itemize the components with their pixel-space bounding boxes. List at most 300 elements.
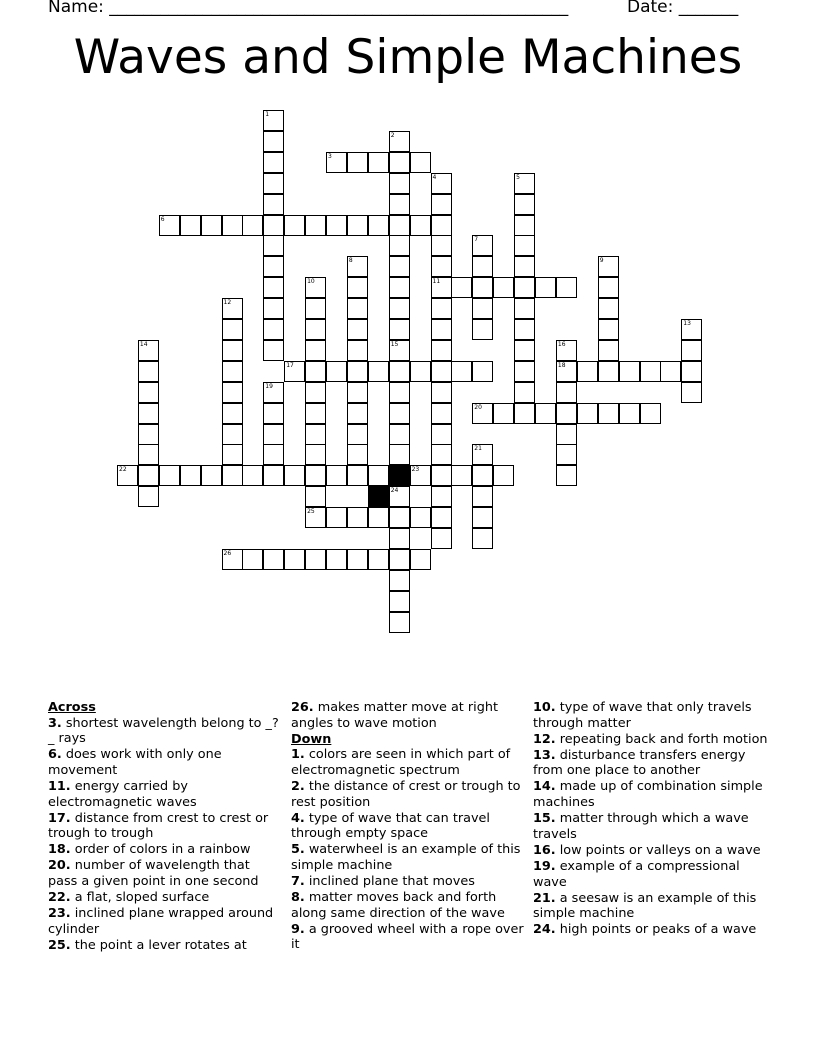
- clue-text: does work with only one movement: [48, 747, 222, 778]
- grid-cell[interactable]: [389, 424, 410, 445]
- across-clue: [48, 747, 283, 778]
- grid-cell[interactable]: [577, 403, 598, 424]
- grid-cell[interactable]: [472, 298, 493, 319]
- grid-cell[interactable]: [347, 256, 368, 277]
- clue-number: 24: [390, 487, 399, 495]
- grid-cell[interactable]: [472, 465, 493, 486]
- grid-cell[interactable]: [242, 215, 263, 236]
- grid-cell[interactable]: [493, 465, 514, 486]
- grid-cell[interactable]: [326, 361, 347, 382]
- grid-cell[interactable]: [347, 549, 368, 570]
- grid-cell[interactable]: [326, 152, 347, 173]
- grid-cell[interactable]: [556, 424, 577, 445]
- grid-cell[interactable]: [138, 340, 159, 361]
- grid-cell[interactable]: [472, 507, 493, 528]
- clue-text: makes matter move at right angles to wave motion: [291, 700, 498, 731]
- clue-text: repeating back and forth motion: [555, 731, 768, 747]
- grid-cell[interactable]: [305, 361, 326, 382]
- grid-cell[interactable]: [431, 486, 452, 507]
- grid-cell[interactable]: [431, 340, 452, 361]
- grid-cell[interactable]: [410, 465, 431, 486]
- clue-text: a seesaw is an example of this simple machine: [533, 890, 757, 922]
- clue-number: 7: [474, 236, 479, 244]
- grid-cell[interactable]: [347, 507, 368, 528]
- clue-number: 10: [307, 278, 315, 286]
- grid-cell[interactable]: [347, 444, 368, 465]
- grid-cell[interactable]: [305, 444, 326, 465]
- grid-cell[interactable]: [431, 465, 452, 486]
- grid-cell[interactable]: [222, 382, 243, 403]
- grid-cell[interactable]: [305, 215, 326, 236]
- grid-cell[interactable]: [305, 298, 326, 319]
- clue-number: 4.: [291, 810, 305, 826]
- grid-cell[interactable]: [472, 277, 493, 298]
- grid-cell[interactable]: [389, 131, 410, 152]
- down-clue: [533, 811, 773, 842]
- grid-cell[interactable]: [263, 298, 284, 319]
- grid-cell[interactable]: [410, 549, 431, 570]
- down-heading: Down: [291, 731, 332, 747]
- down-clue: [291, 779, 526, 810]
- grid-cell[interactable]: [222, 361, 243, 382]
- grid-cell[interactable]: [514, 256, 535, 277]
- grid-cell[interactable]: [347, 277, 368, 298]
- clue-number: 5: [516, 173, 520, 181]
- clue-number: 19: [265, 382, 273, 390]
- grid-cell[interactable]: [368, 507, 389, 528]
- date-blank[interactable]: _______: [678, 0, 739, 17]
- grid-cell[interactable]: [138, 361, 159, 382]
- grid-cell[interactable]: [326, 507, 347, 528]
- grid-cell[interactable]: [138, 444, 159, 465]
- clue-number: 6.: [48, 747, 62, 763]
- clue-text: matter through which a wave travels: [533, 811, 749, 842]
- down-clue: [533, 843, 773, 859]
- grid-cell[interactable]: [389, 570, 410, 591]
- grid-cell[interactable]: [389, 612, 410, 633]
- grid-cell[interactable]: [263, 465, 284, 486]
- clue-number: 20.: [48, 858, 71, 874]
- grid-cell[interactable]: [159, 465, 180, 486]
- grid-cell[interactable]: [263, 549, 284, 570]
- clue-text: the point a lever rotates at: [70, 937, 247, 953]
- grid-cell[interactable]: [389, 549, 410, 570]
- grid-cell[interactable]: [431, 215, 452, 236]
- grid-cell[interactable]: [598, 403, 619, 424]
- clue-text: disturbance transfers energy from one place to another: [533, 747, 746, 779]
- grid-cell[interactable]: [201, 465, 222, 486]
- grid-cell[interactable]: [410, 361, 431, 382]
- grid-cell[interactable]: [222, 340, 243, 361]
- grid-cell[interactable]: [389, 319, 410, 340]
- grid-cell[interactable]: [222, 403, 243, 424]
- grid-cell[interactable]: [431, 194, 452, 215]
- grid-cell[interactable]: [347, 319, 368, 340]
- clue-text: inclined plane that moves: [304, 874, 475, 890]
- grid-cell[interactable]: [556, 403, 577, 424]
- clue-number: 18: [557, 361, 566, 369]
- grid-cell[interactable]: [431, 173, 452, 194]
- grid-cell[interactable]: [514, 215, 535, 236]
- grid-cell[interactable]: [347, 340, 368, 361]
- grid-cell[interactable]: [431, 424, 452, 445]
- grid-cell[interactable]: [514, 277, 535, 298]
- grid-cell[interactable]: [681, 382, 702, 403]
- clue-number: 10.: [533, 700, 556, 715]
- across-clue: [48, 938, 283, 954]
- grid-cell[interactable]: [472, 361, 493, 382]
- grid-cell[interactable]: [431, 382, 452, 403]
- clue-text: number of wavelength that pass a given point in one second: [48, 858, 259, 890]
- grid-cell[interactable]: [389, 403, 410, 424]
- grid-cell[interactable]: [305, 277, 326, 298]
- clue-number: 19.: [533, 858, 556, 874]
- down-clue: [533, 922, 773, 938]
- clue-number: 16.: [533, 842, 556, 858]
- grid-cell[interactable]: [514, 194, 535, 215]
- grid-cell[interactable]: [138, 465, 159, 486]
- grid-cell[interactable]: [389, 507, 410, 528]
- down-clue: [291, 747, 526, 778]
- down-clue: [533, 859, 773, 890]
- grid-cell[interactable]: [389, 298, 410, 319]
- clue-text: waterwheel is an example of this simple machine: [291, 842, 521, 873]
- grid-cell[interactable]: [242, 465, 263, 486]
- across-clue: [48, 858, 283, 889]
- grid-cell[interactable]: [514, 235, 535, 256]
- grid-cell[interactable]: [201, 215, 222, 236]
- down-clue: [291, 890, 526, 921]
- down-clue: [533, 700, 773, 731]
- down-clues-list: [291, 747, 526, 953]
- grid-cell[interactable]: [138, 486, 159, 507]
- grid-cell[interactable]: [577, 361, 598, 382]
- clue-number: 6: [160, 215, 165, 223]
- grid-cell[interactable]: [431, 361, 452, 382]
- grid-cell[interactable]: [305, 319, 326, 340]
- grid-cell[interactable]: [431, 277, 452, 298]
- clue-number: 11.: [48, 778, 71, 794]
- grid-cell[interactable]: [535, 403, 556, 424]
- grid-cell[interactable]: [368, 152, 389, 173]
- clue-text: energy carried by electromagnetic waves: [48, 778, 197, 810]
- grid-cell[interactable]: [389, 194, 410, 215]
- clue-number: 5.: [291, 842, 305, 858]
- clue-number: 12.: [533, 731, 556, 747]
- grid-cell[interactable]: [640, 361, 661, 382]
- across-clue: [48, 779, 283, 810]
- clue-number: 14: [139, 340, 148, 348]
- grid-cell[interactable]: [138, 424, 159, 445]
- clue-number: 22.: [48, 890, 71, 906]
- grid-cell[interactable]: [326, 465, 347, 486]
- grid-cell[interactable]: [138, 403, 159, 424]
- across-clue: [48, 716, 283, 747]
- clue-text: matter moves back and forth along same direction of the wave: [291, 890, 505, 921]
- grid-cell[interactable]: [222, 549, 243, 570]
- grid-cell[interactable]: [242, 549, 263, 570]
- grid-cell[interactable]: [514, 361, 535, 382]
- grid-cell[interactable]: [410, 152, 431, 173]
- grid-cell[interactable]: [326, 215, 347, 236]
- grid-cell[interactable]: [514, 319, 535, 340]
- grid-cell[interactable]: [389, 277, 410, 298]
- grid-cell[interactable]: [222, 444, 243, 465]
- clue-number: 14.: [533, 779, 556, 795]
- grid-cell[interactable]: [451, 465, 472, 486]
- grid-cell[interactable]: [451, 277, 472, 298]
- across-clue: [48, 811, 283, 842]
- grid-cell[interactable]: [389, 173, 410, 194]
- grid-cell[interactable]: [284, 465, 305, 486]
- grid-cell[interactable]: [263, 319, 284, 340]
- across-heading: Across: [48, 700, 96, 715]
- clue-text: example of a compressional wave: [533, 858, 740, 890]
- clue-number: 26: [223, 549, 232, 557]
- grid-cell[interactable]: [180, 465, 201, 486]
- grid-cell[interactable]: [431, 256, 452, 277]
- grid-cell[interactable]: [556, 277, 577, 298]
- down-clue: [533, 732, 773, 748]
- grid-cell[interactable]: [619, 403, 640, 424]
- grid-cell[interactable]: [117, 465, 138, 486]
- grid-cell[interactable]: [263, 194, 284, 215]
- grid-cell[interactable]: [598, 298, 619, 319]
- grid-cell[interactable]: [493, 277, 514, 298]
- down-clue: [291, 811, 526, 842]
- clues-column-2: [291, 700, 526, 954]
- grid-cell[interactable]: [159, 215, 180, 236]
- grid-cell[interactable]: [389, 152, 410, 173]
- grid-cell[interactable]: [598, 277, 619, 298]
- clue-text: type of wave that can travel through empty space: [291, 810, 490, 842]
- across-clue: [48, 906, 283, 937]
- grid-cell[interactable]: [305, 424, 326, 445]
- clue-text: distance from crest to crest or trough to trough: [48, 810, 269, 842]
- grid-cell[interactable]: [180, 215, 201, 236]
- grid-cell[interactable]: [431, 507, 452, 528]
- grid-cell[interactable]: [389, 235, 410, 256]
- down-clue: [291, 874, 526, 890]
- grid-cell[interactable]: [472, 403, 493, 424]
- grid-cell[interactable]: [368, 215, 389, 236]
- clue-number: 11: [432, 278, 441, 286]
- grid-cell[interactable]: [347, 152, 368, 173]
- grid-cell[interactable]: [347, 382, 368, 403]
- clue-number: 3.: [48, 715, 62, 731]
- grid-cell[interactable]: [431, 444, 452, 465]
- grid-cell[interactable]: [556, 444, 577, 465]
- grid-cell[interactable]: [305, 465, 326, 486]
- across-clue: [291, 700, 526, 731]
- grid-cell[interactable]: [222, 465, 243, 486]
- across-clue: [48, 842, 283, 858]
- grid-cell[interactable]: [389, 256, 410, 277]
- grid-cell[interactable]: [431, 403, 452, 424]
- grid-cell[interactable]: [305, 340, 326, 361]
- clue-text: shortest wavelength belong to _?_ rays: [48, 715, 279, 747]
- grid-cell[interactable]: [598, 256, 619, 277]
- grid-cell[interactable]: [514, 173, 535, 194]
- grid-cell[interactable]: [263, 215, 284, 236]
- grid-cell[interactable]: [681, 319, 702, 340]
- name-blank[interactable]: ______________________________________________________: [109, 0, 569, 17]
- clue-number: 9.: [291, 921, 305, 937]
- grid-cell[interactable]: [368, 549, 389, 570]
- grid-cell[interactable]: [222, 298, 243, 319]
- clue-number: 1: [265, 111, 270, 118]
- down-clue: [533, 891, 773, 922]
- grid-cell[interactable]: [660, 361, 681, 382]
- grid-cell[interactable]: [431, 319, 452, 340]
- clue-text: high points or peaks of a wave: [555, 922, 757, 938]
- grid-cell[interactable]: [305, 403, 326, 424]
- grid-cell[interactable]: [681, 361, 702, 382]
- grid-cell[interactable]: [347, 403, 368, 424]
- clue-number: 16: [557, 340, 566, 348]
- grid-cell[interactable]: [284, 549, 305, 570]
- grid-cell[interactable]: [263, 110, 284, 131]
- grid-cell[interactable]: [472, 256, 493, 277]
- grid-cell[interactable]: [514, 298, 535, 319]
- grid-cell[interactable]: [472, 235, 493, 256]
- clue-number: 13.: [533, 747, 556, 763]
- down-clue: [533, 779, 773, 810]
- grid-cell[interactable]: [347, 215, 368, 236]
- grid-cell[interactable]: [410, 215, 431, 236]
- grid-cell[interactable]: [389, 215, 410, 236]
- grid-cell[interactable]: [431, 528, 452, 549]
- clue-number: 26.: [291, 700, 314, 715]
- clue-number: 18.: [48, 842, 71, 858]
- clue-number: 23: [411, 466, 420, 474]
- grid-cell[interactable]: [263, 444, 284, 465]
- black-square: [389, 465, 410, 486]
- grid-cell[interactable]: [305, 486, 326, 507]
- grid-cell[interactable]: [640, 403, 661, 424]
- grid-cell[interactable]: [222, 424, 243, 445]
- grid-cell[interactable]: [472, 444, 493, 465]
- grid-cell[interactable]: [389, 528, 410, 549]
- grid-cell[interactable]: [389, 486, 410, 507]
- grid-cell[interactable]: [263, 256, 284, 277]
- clue-text: made up of combination simple machines: [533, 779, 763, 811]
- grid-cell[interactable]: [389, 361, 410, 382]
- grid-cell[interactable]: [598, 361, 619, 382]
- clue-text: a grooved wheel with a rope over it: [291, 921, 524, 953]
- grid-cell[interactable]: [410, 507, 431, 528]
- grid-cell[interactable]: [347, 361, 368, 382]
- grid-cell[interactable]: [493, 403, 514, 424]
- grid-cell[interactable]: [389, 444, 410, 465]
- grid-cell[interactable]: [535, 277, 556, 298]
- clues-column-1: [48, 700, 283, 954]
- down-clue: [291, 922, 526, 953]
- clue-number: 21: [474, 445, 482, 453]
- grid-cell[interactable]: [556, 465, 577, 486]
- grid-cell[interactable]: [347, 465, 368, 486]
- clue-number: 17.: [48, 810, 71, 826]
- grid-cell[interactable]: [368, 465, 389, 486]
- grid-cell[interactable]: [598, 340, 619, 361]
- grid-cell[interactable]: [347, 298, 368, 319]
- grid-cell[interactable]: [514, 382, 535, 403]
- across-clue: [48, 890, 283, 906]
- grid-cell[interactable]: [619, 361, 640, 382]
- grid-cell[interactable]: [222, 319, 243, 340]
- grid-cell[interactable]: [263, 403, 284, 424]
- black-square: [368, 486, 389, 507]
- clue-text: the distance of crest or trough to rest position: [291, 778, 521, 810]
- clue-number: 17: [286, 361, 294, 369]
- grid-cell[interactable]: [472, 528, 493, 549]
- grid-cell[interactable]: [472, 486, 493, 507]
- grid-cell[interactable]: [389, 340, 410, 361]
- grid-cell[interactable]: [389, 591, 410, 612]
- grid-cell[interactable]: [514, 403, 535, 424]
- grid-cell[interactable]: [263, 131, 284, 152]
- grid-cell[interactable]: [263, 382, 284, 403]
- clue-number: 12: [223, 299, 232, 307]
- grid-cell[interactable]: [263, 235, 284, 256]
- date-label: Date:: [627, 0, 674, 17]
- clue-number: 23.: [48, 906, 71, 922]
- grid-cell[interactable]: [556, 382, 577, 403]
- grid-cell[interactable]: [389, 382, 410, 403]
- grid-cell[interactable]: [347, 424, 368, 445]
- grid-cell[interactable]: [326, 549, 347, 570]
- grid-cell[interactable]: [263, 152, 284, 173]
- grid-cell[interactable]: [431, 298, 452, 319]
- grid-cell[interactable]: [556, 340, 577, 361]
- clue-text: order of colors in a rainbow: [70, 842, 251, 858]
- grid-cell[interactable]: [138, 382, 159, 403]
- clue-number: 15: [390, 340, 399, 348]
- grid-cell[interactable]: [263, 424, 284, 445]
- page-title: Waves and Simple Machines: [73, 30, 743, 85]
- clue-number: 2: [390, 131, 395, 139]
- grid-cell[interactable]: [263, 340, 284, 361]
- clue-number: 3: [328, 152, 332, 160]
- grid-cell[interactable]: [472, 319, 493, 340]
- grid-cell[interactable]: [514, 340, 535, 361]
- grid-cell[interactable]: [598, 319, 619, 340]
- grid-cell[interactable]: [431, 235, 452, 256]
- clue-number: 24.: [533, 922, 556, 938]
- clue-text: a flat, sloped surface: [70, 890, 210, 906]
- grid-cell[interactable]: [263, 173, 284, 194]
- grid-cell[interactable]: [284, 215, 305, 236]
- grid-cell[interactable]: [451, 361, 472, 382]
- clue-number: 2.: [291, 778, 305, 794]
- grid-cell[interactable]: [305, 382, 326, 403]
- grid-cell[interactable]: [556, 361, 577, 382]
- clue-number: 20: [474, 403, 482, 411]
- clue-number: 25.: [48, 937, 71, 953]
- grid-cell[interactable]: [368, 361, 389, 382]
- clue-number: 1.: [291, 747, 305, 763]
- clue-text: inclined plane wrapped around cylinder: [48, 906, 274, 937]
- grid-cell[interactable]: [263, 277, 284, 298]
- clue-number: 15.: [533, 811, 556, 827]
- clue-number: 21.: [533, 890, 556, 906]
- clue-number: 9: [599, 257, 604, 265]
- grid-cell[interactable]: [681, 340, 702, 361]
- grid-cell[interactable]: [305, 549, 326, 570]
- grid-cell[interactable]: [284, 361, 305, 382]
- grid-cell[interactable]: [222, 215, 243, 236]
- grid-cell[interactable]: [305, 507, 326, 528]
